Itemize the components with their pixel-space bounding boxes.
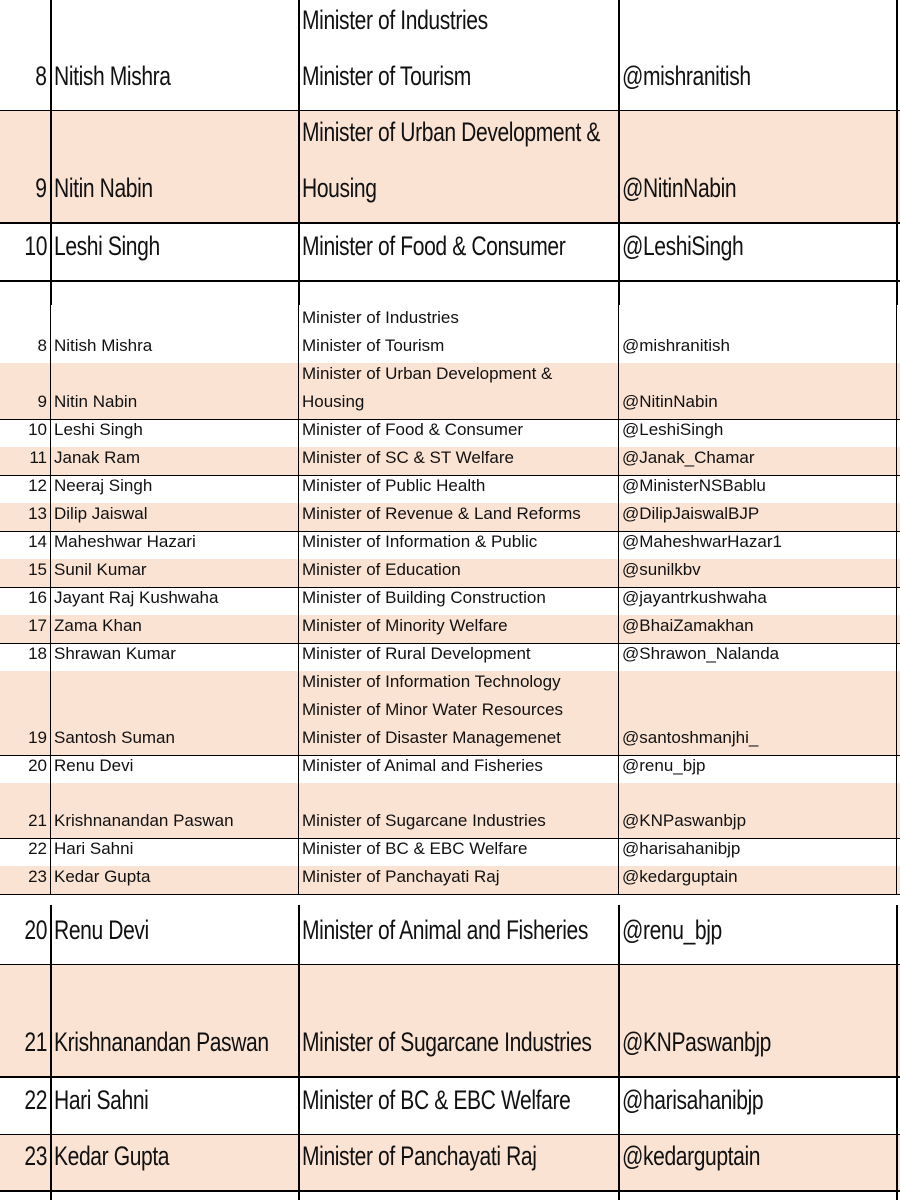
table-row	[0, 475, 900, 503]
portfolio-text: Minister of Animal and Fisheries	[302, 756, 543, 775]
twitter-handle	[618, 905, 900, 965]
minister-portfolio	[298, 1077, 618, 1135]
portfolio-text: Minister of Sugarcane Industries	[302, 1027, 592, 1057]
table-row	[0, 0, 900, 111]
row-number-text: 23	[24, 1141, 47, 1171]
twitter-handle-text: @harisahanibjp	[622, 1085, 764, 1115]
zoomed-table-top	[0, 0, 900, 305]
row-number	[0, 447, 50, 475]
minister-name	[50, 307, 298, 363]
row-number	[0, 643, 50, 671]
column-divider	[896, 305, 897, 894]
row-number	[0, 223, 50, 281]
minister-portfolio	[298, 447, 618, 475]
minister-portfolio	[298, 866, 618, 894]
minister-portfolio	[298, 419, 618, 447]
row-number-text: 11	[29, 448, 47, 467]
minister-name-text: Kedar Gupta	[54, 1141, 170, 1171]
portfolio-text: Minister of Urban Development &	[302, 364, 553, 383]
row-number	[0, 307, 50, 363]
minister-name	[50, 838, 298, 866]
minister-portfolio	[298, 559, 618, 587]
twitter-handle	[618, 0, 900, 111]
column-divider	[896, 0, 898, 305]
twitter-handle	[618, 965, 900, 1077]
table-row	[0, 587, 900, 615]
twitter-handle	[618, 419, 900, 447]
table-row	[0, 363, 900, 419]
minister-portfolio	[298, 307, 618, 363]
row-number	[0, 1077, 50, 1135]
minister-name-text: Jayant Raj Kushwaha	[54, 588, 219, 607]
minister-portfolio	[298, 503, 618, 531]
table-row	[0, 111, 900, 223]
twitter-handle-text: @KNPaswanbjp	[622, 811, 747, 830]
table-row	[0, 307, 900, 363]
table-row	[0, 905, 900, 965]
minister-portfolio	[298, 755, 618, 783]
row-number-text: 21	[24, 1027, 47, 1057]
row-number-text: 17	[28, 616, 47, 635]
minister-name-text: Hari Sahni	[54, 839, 134, 858]
column-divider	[298, 905, 300, 1200]
twitter-handle	[618, 587, 900, 615]
minister-portfolio	[298, 1135, 618, 1191]
row-divider	[0, 280, 900, 282]
twitter-handle	[618, 615, 900, 643]
column-divider	[298, 305, 299, 894]
row-number-text: 9	[37, 392, 47, 411]
portfolio-text: Minister of Revenue & Land Reforms	[302, 504, 581, 523]
portfolio-text: Minister of Rural Development	[302, 644, 531, 663]
row-divider	[0, 894, 900, 895]
twitter-handle-text: @sunilkbv	[622, 560, 701, 579]
twitter-handle-text: @renu_bjp	[622, 756, 706, 775]
column-divider	[50, 905, 52, 1200]
twitter-handle-text: @MinisterNSBablu	[622, 476, 766, 495]
twitter-handle-text: @DilipJaiswalBJP	[622, 504, 760, 523]
twitter-handle	[618, 559, 900, 587]
twitter-handle-text: @mishranitish	[622, 336, 730, 355]
row-number	[0, 587, 50, 615]
portfolio-text: Minister of Building Construction	[302, 588, 546, 607]
portfolio-text: Minister of Food & Consumer	[302, 420, 524, 439]
row-number	[0, 905, 50, 965]
minister-name-text: Renu Devi	[54, 915, 149, 945]
minister-name	[50, 223, 298, 281]
twitter-handle-text: @LeshiSingh	[622, 420, 724, 439]
table-row	[0, 1077, 900, 1135]
row-number-text: 8	[35, 61, 47, 91]
column-divider	[618, 0, 620, 305]
minister-portfolio	[298, 671, 618, 755]
portfolio-text: Minister of Urban Development &	[302, 117, 601, 147]
minister-name	[50, 531, 298, 559]
column-divider	[50, 0, 52, 305]
table-row	[0, 531, 900, 559]
row-number-text: 21	[28, 811, 47, 830]
row-number-text: 19	[28, 728, 47, 747]
table-row	[0, 559, 900, 587]
row-number	[0, 783, 50, 838]
row-number	[0, 615, 50, 643]
twitter-handle-text: @kedarguptain	[622, 1141, 761, 1171]
twitter-handle-text: @BhaiZamakhan	[622, 616, 754, 635]
minister-name-text: Zama Khan	[54, 616, 142, 635]
table-row	[0, 419, 900, 447]
row-number-text: 20	[24, 915, 47, 945]
twitter-handle-text: @NitinNabin	[622, 173, 737, 203]
table-row	[0, 615, 900, 643]
minister-name	[50, 905, 298, 965]
minister-name	[50, 559, 298, 587]
column-divider	[618, 905, 620, 1200]
portfolio-text: Minister of SC & ST Welfare	[302, 448, 514, 467]
twitter-handle	[618, 447, 900, 475]
twitter-handle-text: @LeshiSingh	[622, 231, 744, 261]
minister-name	[50, 587, 298, 615]
minister-name-text: Krishnanandan Paswan	[54, 811, 234, 830]
portfolio-text: Minister of Minor Water Resources	[302, 700, 564, 719]
table-row	[0, 965, 900, 1077]
column-divider	[50, 305, 51, 894]
row-number	[0, 1135, 50, 1191]
portfolio-text: Minister of Food & Consumer	[302, 231, 566, 261]
minister-name-text: Krishnanandan Paswan	[54, 1027, 269, 1057]
minister-name-text: Hari Sahni	[54, 1085, 149, 1115]
twitter-handle	[618, 783, 900, 838]
twitter-handle-text: @KNPaswanbjp	[622, 1027, 771, 1057]
portfolio-text: Minister of Information Technology	[302, 672, 561, 691]
minister-name-text: Janak Ram	[54, 448, 140, 467]
twitter-handle-text: @harisahanibjp	[622, 839, 741, 858]
twitter-handle-text: @NitinNabin	[622, 392, 718, 411]
minister-name	[50, 419, 298, 447]
row-number	[0, 111, 50, 223]
row-number-text: 10	[28, 420, 47, 439]
ministers-table	[0, 305, 900, 905]
minister-name	[50, 447, 298, 475]
twitter-handle	[618, 866, 900, 894]
row-number-text: 18	[28, 644, 47, 663]
minister-name	[50, 1135, 298, 1191]
minister-name	[50, 615, 298, 643]
twitter-handle	[618, 643, 900, 671]
portfolio-text: Minister of Sugarcane Industries	[302, 811, 546, 830]
row-number-text: 14	[28, 532, 47, 551]
twitter-handle	[618, 111, 900, 223]
minister-portfolio	[298, 0, 618, 111]
minister-name-text: Neeraj Singh	[54, 476, 153, 495]
twitter-handle	[618, 475, 900, 503]
table-row	[0, 838, 900, 866]
twitter-handle	[618, 307, 900, 363]
minister-portfolio	[298, 965, 618, 1077]
row-number-text: 15	[28, 560, 47, 579]
row-number-text: 9	[35, 173, 47, 203]
twitter-handle	[618, 531, 900, 559]
minister-name	[50, 475, 298, 503]
portfolio-text: Minister of Industries	[302, 308, 459, 327]
minister-name	[50, 671, 298, 755]
row-number-text: 20	[28, 756, 47, 775]
portfolio-text: Minister of Panchayati Raj	[302, 867, 500, 886]
table-row	[0, 783, 900, 838]
minister-name	[50, 783, 298, 838]
row-number	[0, 531, 50, 559]
minister-name-text: Nitin Nabin	[54, 392, 138, 411]
minister-portfolio	[298, 587, 618, 615]
minister-name-text: Shrawan Kumar	[54, 644, 176, 663]
minister-portfolio	[298, 905, 618, 965]
twitter-handle-text: @santoshmanjhi_	[622, 728, 759, 747]
table-row	[0, 447, 900, 475]
portfolio-text: Minister of Panchayati Raj	[302, 1141, 537, 1171]
twitter-handle	[618, 363, 900, 419]
row-number	[0, 503, 50, 531]
minister-portfolio	[298, 783, 618, 838]
row-number	[0, 866, 50, 894]
table-row	[0, 671, 900, 755]
row-number	[0, 965, 50, 1077]
portfolio-text: Minister of Tourism	[302, 61, 471, 91]
row-number-text: 12	[28, 476, 47, 495]
table-row	[0, 866, 900, 894]
twitter-handle	[618, 503, 900, 531]
minister-name	[50, 643, 298, 671]
table-row	[0, 503, 900, 531]
twitter-handle-text: @mishranitish	[622, 61, 751, 91]
portfolio-text: Minister of Minority Welfare	[302, 616, 508, 635]
portfolio-text: Minister of Education	[302, 560, 461, 579]
minister-name	[50, 0, 298, 111]
row-number	[0, 475, 50, 503]
row-number	[0, 419, 50, 447]
portfolio-text: Housing	[302, 392, 365, 411]
row-number	[0, 755, 50, 783]
row-divider	[0, 1190, 900, 1192]
row-number-text: 16	[28, 588, 47, 607]
minister-name	[50, 866, 298, 894]
minister-name-text: Sunil Kumar	[54, 560, 147, 579]
twitter-handle-text: @MaheshwarHazar1	[622, 532, 782, 551]
minister-portfolio	[298, 615, 618, 643]
row-number	[0, 559, 50, 587]
minister-name-text: Nitish Mishra	[54, 61, 171, 91]
row-number	[0, 0, 50, 111]
twitter-handle	[618, 1077, 900, 1135]
minister-portfolio	[298, 531, 618, 559]
minister-name	[50, 111, 298, 223]
column-divider	[896, 905, 898, 1200]
portfolio-text: Minister of BC & EBC Welfare	[302, 839, 528, 858]
minister-name-text: Renu Devi	[54, 756, 134, 775]
twitter-handle	[618, 671, 900, 755]
twitter-handle	[618, 838, 900, 866]
minister-portfolio	[298, 223, 618, 281]
minister-portfolio	[298, 475, 618, 503]
minister-portfolio	[298, 363, 618, 419]
column-divider	[618, 305, 619, 894]
row-number-text: 8	[37, 336, 47, 355]
portfolio-text: Minister of Tourism	[302, 336, 445, 355]
table-row	[0, 643, 900, 671]
minister-portfolio	[298, 111, 618, 223]
row-number-text: 23	[28, 867, 47, 886]
twitter-handle	[618, 755, 900, 783]
minister-name	[50, 363, 298, 419]
twitter-handle-text: @kedarguptain	[622, 867, 738, 886]
minister-portfolio	[298, 838, 618, 866]
portfolio-text: Minister of Information & Public	[302, 532, 538, 551]
portfolio-text: Minister of Public Health	[302, 476, 486, 495]
minister-name-text: Maheshwar Hazari	[54, 532, 196, 551]
row-number-text: 13	[28, 504, 47, 523]
row-number	[0, 363, 50, 419]
twitter-handle	[618, 1135, 900, 1191]
row-number	[0, 671, 50, 755]
row-number-text: 22	[28, 839, 47, 858]
table-row	[0, 223, 900, 281]
minister-name-text: Santosh Suman	[54, 728, 175, 747]
minister-name	[50, 1077, 298, 1135]
portfolio-text: Housing	[302, 173, 377, 203]
column-divider	[298, 0, 300, 305]
minister-name	[50, 755, 298, 783]
twitter-handle-text: @jayantrkushwaha	[622, 588, 767, 607]
minister-name	[50, 503, 298, 531]
twitter-handle-text: @Shrawon_Nalanda	[622, 644, 780, 663]
zoomed-table-bottom	[0, 905, 900, 1200]
minister-name-text: Nitish Mishra	[54, 336, 153, 355]
portfolio-text: Minister of Disaster Managemenet	[302, 728, 561, 747]
twitter-handle	[618, 223, 900, 281]
minister-portfolio	[298, 643, 618, 671]
minister-name-text: Leshi Singh	[54, 231, 160, 261]
row-number	[0, 838, 50, 866]
portfolio-text: Minister of Animal and Fisheries	[302, 915, 588, 945]
minister-name-text: Dilip Jaiswal	[54, 504, 148, 523]
portfolio-text: Minister of BC & EBC Welfare	[302, 1085, 571, 1115]
twitter-handle-text: @Janak_Chamar	[622, 448, 755, 467]
minister-name-text: Kedar Gupta	[54, 867, 151, 886]
minister-name-text: Nitin Nabin	[54, 173, 153, 203]
table-row	[0, 755, 900, 783]
minister-name-text: Leshi Singh	[54, 420, 143, 439]
row-number-text: 22	[24, 1085, 47, 1115]
minister-name	[50, 965, 298, 1077]
row-number-text: 10	[24, 231, 47, 261]
table-row	[0, 1135, 900, 1191]
twitter-handle-text: @renu_bjp	[622, 915, 722, 945]
portfolio-text: Minister of Industries	[302, 5, 488, 35]
